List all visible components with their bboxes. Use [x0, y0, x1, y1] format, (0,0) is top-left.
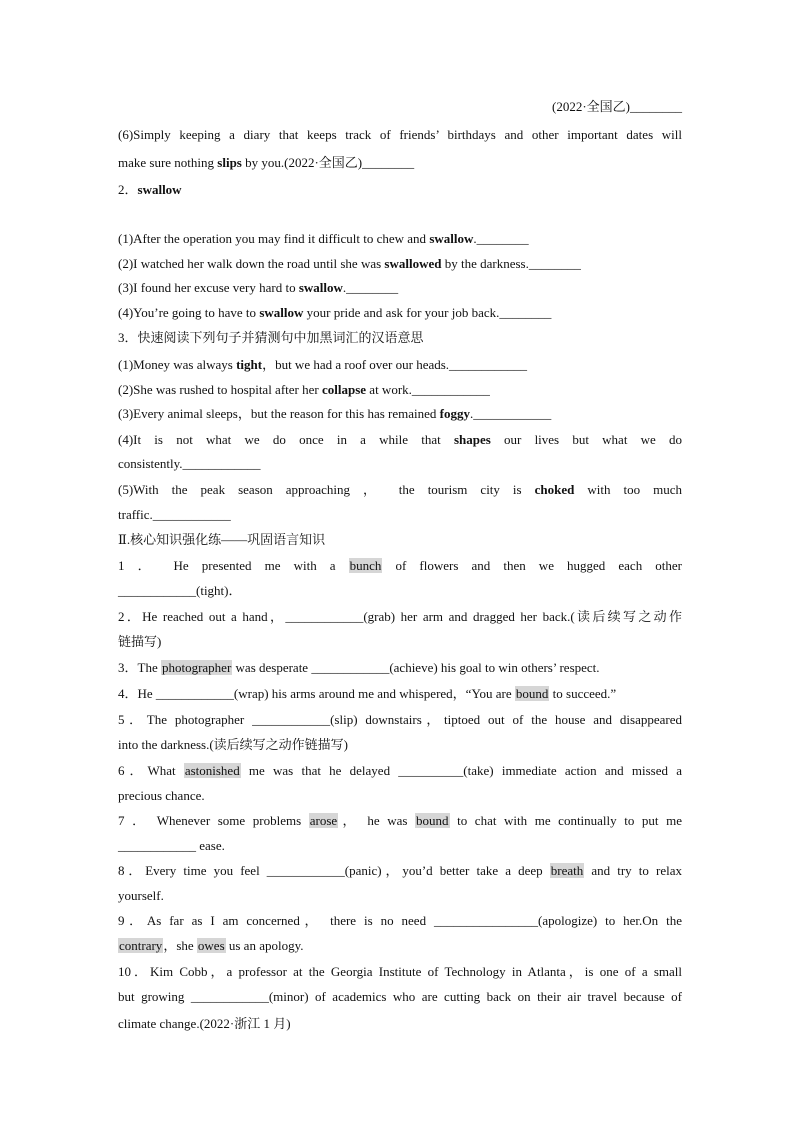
guess-item-2: (2)She was rushed to hospital after her collapse at work.____________	[118, 382, 490, 397]
q10-line3: climate change.(2022·浙江 1 月)	[118, 1016, 291, 1031]
guess-item-3: (3)Every animal sleeps，but the reason for this has remained foggy.____________	[118, 406, 552, 421]
section-2-heading: Ⅱ.核心知识强化练——巩固语言知识	[118, 532, 326, 547]
swallow-item-2: (2)I watched her walk down the road until she was swallowed by the darkness.________	[118, 256, 581, 271]
q8-line2: yourself.	[118, 888, 164, 903]
item-6-line2: make sure nothing slips by you.(2022·全国乙)________	[118, 155, 415, 170]
source-line: (2022·全国乙)________	[552, 99, 682, 114]
q3: 3．The photographer was desperate ____________(achieve) his goal to win others’ respect.	[118, 660, 600, 675]
swallow-item-4: (4)You’re going to have to swallow your pride and ask for your job back.________	[118, 305, 552, 320]
q7-line2: ____________ ease.	[118, 838, 225, 853]
guess-item-4-line2: consistently.____________	[118, 456, 261, 471]
q7-line1: 7 ． Whenever some problems arose， he was bound to chat with me continually to put me	[118, 813, 682, 828]
q2-line2: 链描写)	[118, 634, 162, 649]
guess-item-5-line1: (5)With the peak season approaching ， the tourism city is choked with too much	[118, 482, 683, 497]
swallow-item-3: (3)I found her excuse very hard to swallow.________	[118, 280, 399, 295]
q9-line1: 9．As far as I am concerned， there is no need ________________(apologize) to her.On the	[118, 913, 682, 928]
guess-item-1: (1)Money was always tight，but we had a roof over our heads.____________	[118, 357, 528, 372]
q1-line1: 1 ． He presented me with a bunch of flowers and then we hugged each other	[118, 558, 682, 573]
guess-heading: 3．快速阅读下列句子并猜测句中加黑词汇的汉语意思	[118, 330, 424, 345]
q6-line1: 6．What astonished me was that he delayed __________(take) immediate action and missed a	[118, 763, 682, 778]
bold-word: slips	[217, 155, 242, 170]
guess-item-5-line2: traffic.____________	[118, 507, 231, 522]
q5-line2: into the darkness.(读后续写之动作链描写)	[118, 737, 349, 752]
guess-item-4-line1: (4)It is not what we do once in a while that shapes our lives but what we do	[118, 432, 683, 447]
q9-line2: contrary，she owes us an apology.	[119, 938, 304, 953]
q8-line1: 8．Every time you feel ____________(panic)，you’d better take a deep breath and try to relax	[118, 863, 682, 878]
q10-line2: but growing ____________(minor) of academics who are cutting back on their air travel because of	[118, 989, 682, 1004]
q5-line1: 5．The photographer ____________(slip) downstairs，tiptoed out of the house and disappeared	[118, 712, 682, 727]
q6-line2: precious chance.	[118, 788, 205, 803]
q1-line2: ____________(tight)．	[118, 583, 242, 598]
highlight-word: bunch	[349, 558, 382, 573]
q4: 4．He ____________(wrap) his arms around me and whispered，“You are bound to succeed.”	[118, 686, 617, 701]
q10-line1: 10．Kim Cobb，a professor at the Georgia Institute of Technology in Atlanta，is one of a small	[118, 964, 682, 979]
swallow-item-1: (1)After the operation you may find it difficult to chew and swallow.________	[118, 231, 529, 246]
q2-line1: 2．He reached out a hand，____________(grab) her arm and dragged her back.(读后续写之动作	[118, 609, 682, 624]
item-6-line1: (6)Simply keeping a diary that keeps track of friends’ birthdays and other important dates will	[118, 127, 682, 142]
swallow-heading: 2．swallow	[118, 182, 182, 197]
